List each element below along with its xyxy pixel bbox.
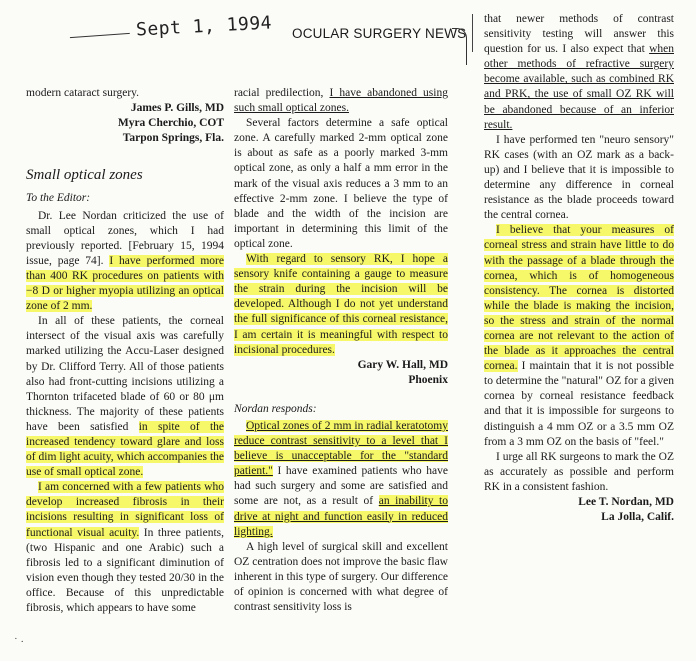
column-divider — [472, 14, 473, 52]
paragraph — [484, 223, 674, 449]
signer-name: Gary W. Hall, MD — [357, 358, 448, 371]
highlighted-text: I believe that your measures of corneal stress and strain have little to do with the passage of a blade through the cornea, which is of homogeneous consistency. The cornea is distorted while the blade is making the incision, so the stress and strain of the normal cornea are not relevant to the action of the blade as it approaches the central cornea. — [484, 224, 674, 373]
previous-letter-tail: modern cataract surgery. — [26, 87, 140, 99]
text-run: In all of these patients, the corneal intersect of the visual axis was carefully marked utilizing the Accu-Laser designed by Dr. Clifford Terry. All of those patients also had front-cutting incisions utilizing a Thornton trifaceted blade of 60 or 80 μm thickness. The majority of these patients have been satisfied — [26, 315, 224, 433]
previous-signer-2: Myra Cherchio, COT — [117, 117, 224, 130]
underlined-text: when other methods of refractive surgery become available, such as combined RK and PRK, the use of small OZ RK will be abandoned because of an inferior result. — [484, 43, 674, 131]
paragraph — [234, 86, 448, 116]
signer-location: La Jolla, Calif. — [601, 511, 674, 524]
paragraph — [484, 12, 674, 133]
paragraph — [234, 252, 448, 358]
paragraph — [26, 314, 224, 480]
paragraph — [26, 480, 224, 616]
text-run: I have examined patients who have had such surgery and some are satisfied and some are not, as a result of — [234, 465, 448, 508]
highlighted-text: With regard to sensory RK, I hope a sensory knife containing a gauge to measure the strain during the incision will be developed. Although I do not yet understand the full significance of this corneal resistance, I am certain it is meaningful with respect to incisional procedures. — [234, 253, 448, 356]
highlighted-text: I have performed more than 400 RK procedures on patients with −8 D or higher myopia utilizing an optical zone of 2 mm. — [26, 254, 224, 313]
highlighted-text: in spite of the increased tendency toward glare and loss of dim light acuity, which accompanies the use of small optical zone. — [26, 420, 224, 479]
pen-stroke-mark — [70, 33, 130, 42]
paragraph — [234, 419, 448, 540]
spacer — [234, 388, 448, 402]
text-run: Dr. Lee Nordan criticized the use of small optical zones, which I had previously reported. [February 15, 1994 issue, page 74]. — [26, 209, 224, 267]
response-heading: Nordan responds: — [234, 402, 317, 415]
paragraph: I urge all RK surgeons to mark the OZ as accurately as possible and perform RK in a consistent fashion. — [484, 450, 674, 493]
salutation: To the Editor: — [26, 192, 91, 205]
paragraph: I have performed ten "neuro sensory" RK cases (with an OZ mark as a back-up) and I believe that it is impossible to determine any difference in corneal resistance as the blade proceeds toward the central cornea. — [484, 133, 674, 222]
text-run: In three patients, (two Hispanic and one Arabic) such a fibrosis led to a significant diminution of vision even though they tested 20/30 in the office. Because of this unpredictable fibrosis, which appears to have some — [26, 526, 224, 614]
highlighted-text: I am concerned with a few patients who develop increased fibrosis in their incisions resulting in significant loss of functional visual acuity. — [26, 481, 224, 539]
highlighted-underlined-text: Optical zones of 2 mm in radial keratotomy reduce contrast sensitivity to a level that I believe is unacceptable for the "standard patient." — [234, 419, 448, 478]
paragraph: A high level of surgical skill and excellent OZ centration does not improve the basic flaw inherent in this type of surgery. Our difference of opinion is concerned with what degree of contrast sensitivity loss is — [234, 540, 448, 614]
scan-margin-mark: ˙ · — [14, 636, 25, 648]
column-2 — [234, 86, 448, 615]
publication-name: OCULAR SURGERY NEWS — [292, 26, 467, 41]
previous-signer-1: James P. Gills, MD — [130, 102, 224, 115]
paragraph: Several factors determine a safe optical zone. A carefully marked 2-mm optical zone is about as safe as a poorly marked 3-mm optical zone, as only a half a mm error in the mark of the visual axis reduces a 3 mm to an effective 2-mm zone. I believe the type of blade and the width of the incision are important in determining this limit of the optical zone. — [234, 117, 448, 250]
underlined-text: I have abandoned using such small optical zones. — [234, 87, 448, 115]
article-title: Small optical zones — [26, 167, 143, 184]
text-run: that newer methods of contrast sensitivity testing will answer this question for us. I also expect that — [484, 13, 674, 56]
text-run: racial predilection, — [234, 87, 330, 99]
column-1 — [26, 86, 224, 616]
previous-signer-3: Tarpon Springs, Fla. — [122, 132, 224, 145]
highlighted-underlined-text: an inability to drive at night and function easily in reduced lighting. — [234, 495, 448, 538]
pen-bracket-mark — [452, 28, 467, 65]
column-3 — [484, 12, 674, 525]
signer-location: Phoenix — [408, 373, 448, 386]
paragraph — [26, 209, 224, 315]
text-run: I maintain that it is not possible to determine the "natural" OZ for a given cornea by corneal resistance feedback and that it is impossible for surgeons to distinguish a 4 mm OZ or a 3.5 mm OZ from a 3 mm OZ on the basis of "feel." — [484, 360, 674, 448]
handwritten-date: Sept 1, 1994 — [135, 12, 273, 41]
signer-name: Lee T. Nordan, MD — [578, 496, 674, 508]
